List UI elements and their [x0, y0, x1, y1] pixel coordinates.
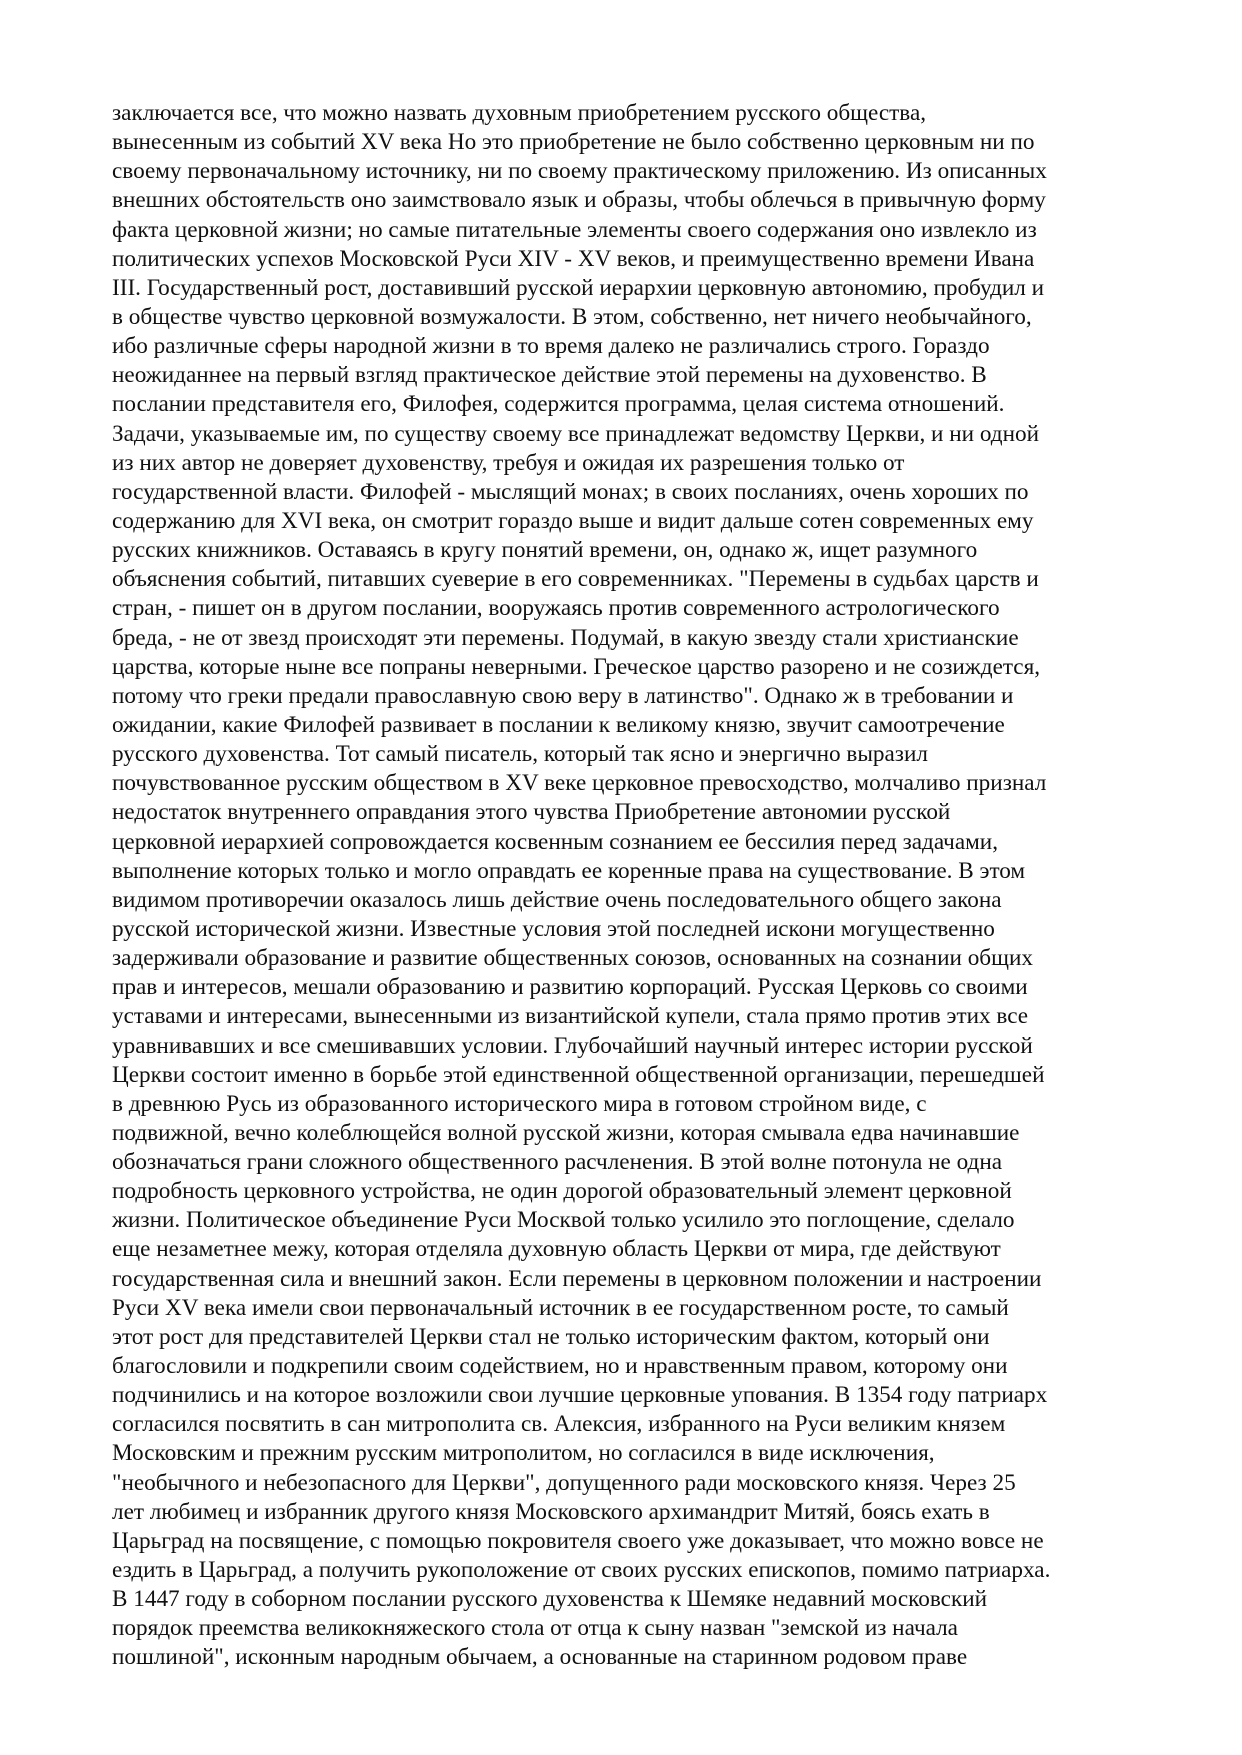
text-line: из них автор не доверяет духовенству, требуя и ожидая их разрешения только от — [112, 449, 905, 476]
text-line: уравнивавших и все смешивавших условии. Глубочайший научный интерес истории русской — [112, 1032, 1033, 1059]
text-line: ибо различные сферы народной жизни в то время далеко не различались строго. Гораздо — [112, 333, 990, 360]
text-line: Задачи, указываемые им, по существу своему все принадлежат ведомству Церкви, и ни одной — [112, 420, 1039, 447]
text-line: подчинились и на которое возложили свои лучшие церковные упования. В 1354 году патриарх — [112, 1382, 1048, 1409]
text-line: "необычного и небезопасного для Церкви", допущенного ради московского князя. Через 25 — [112, 1469, 1016, 1496]
text-line: порядок преемства великокняжеского стола от отца к сыну назван "земской из начала — [112, 1615, 958, 1642]
text-line: жизни. Политическое объединение Руси Москвой только усилило это поглощение, сделало — [112, 1207, 1015, 1234]
text-line: Царьград на посвящение, с помощью покровителя своего уже доказывает, что можно вовсе не — [112, 1527, 1044, 1554]
text-line: русских книжников. Оставаясь в кругу понятий времени, он, однако ж, ищет разумного — [112, 537, 978, 564]
text-line: задерживали образование и развитие общественных союзов, основанных на сознании общих — [112, 945, 1033, 972]
text-line: ожидании, какие Филофей развивает в послании к великому князю, звучит самоотречение — [112, 711, 1005, 738]
text-line: бреда, - не от звезд происходят эти перемены. Подумай, в какую звезду стали христианские — [112, 624, 1019, 651]
text-line: подробность церковного устройства, не один дорогой образовательный элемент церковной — [112, 1178, 1012, 1205]
text-line: факта церковной жизни; но самые питательные элементы своего содержания оно извлекло из — [112, 216, 1037, 243]
text-line: стран, - пишет он в другом послании, вооружаясь против современного астрологического — [112, 595, 1000, 622]
text-line: недостаток внутреннего оправдания этого чувства Приобретение автономии русской — [112, 799, 951, 826]
text-line: содержанию для XVI века, он смотрит гораздо выше и видит дальше сотен современных ему — [112, 507, 1034, 534]
text-line: государственная сила и внешний закон. Если перемены в церковном положении и настроении — [112, 1265, 1042, 1292]
text-line: Церкви состоит именно в борьбе этой единственной общественной организации, перешедшей — [112, 1061, 1045, 1088]
text-line: обозначаться грани сложного общественного расчленения. В этой волне потонула не одна — [112, 1149, 1003, 1176]
text-line: русской исторической жизни. Известные условия этой последней искони могущественно — [112, 915, 995, 942]
text-line: выполнение которых только и могло оправдать ее коренные права на существование. В этом — [112, 857, 1026, 884]
text-line: неожиданнее на первый взгляд практическое действие этой перемены на духовенство. В — [112, 362, 987, 389]
text-line: заключается все, что можно назвать духовным приобретением русского общества, — [112, 100, 927, 126]
text-line: ездить в Царьград, а получить рукоположение от своих русских епископов, помимо патриарха. — [112, 1557, 1051, 1584]
text-line: Руси XV века имели свои первоначальный источник в ее государственном росте, то самый — [112, 1294, 1009, 1321]
text-line: этот рост для представителей Церкви стал не только историческим фактом, который они — [112, 1323, 990, 1350]
body-text — [112, 99, 1172, 1673]
text-line: лет любимец и избранник другого князя Московского архимандрит Митяй, боясь ехать в — [112, 1498, 990, 1525]
text-line: политических успехов Московской Руси XIV - XV веков, и преимущественно времени Ивана — [112, 245, 1035, 272]
text-line: своему первоначальному источнику, ни по своему практическому приложению. Из описанных — [112, 158, 1047, 185]
text-line: видимом противоречии оказалось лишь действие очень последовательного общего закона — [112, 886, 1002, 913]
text-line: III. Государственный рост, доставивший русской иерархии церковную автономию, пробудил и — [112, 274, 1045, 301]
text-line: еще незаметнее межу, которая отделяла духовную область Церкви от мира, где действуют — [112, 1236, 1001, 1263]
text-line: В 1447 году в соборном послании русского духовенства к Шемяке недавний московский — [112, 1586, 988, 1613]
text-line: в обществе чувство церковной возмужалости. В этом, собственно, нет ничего необычайного, — [112, 303, 1032, 330]
text-line: в древнюю Русь из образованного исторического мира в готовом стройном виде, с — [112, 1090, 927, 1117]
text-line: государственной власти. Филофей - мыслящий монах; в своих посланиях, очень хороших по — [112, 478, 1029, 505]
text-line: вынесенным из событий XV века Но это приобретение не было собственно церковным ни по — [112, 129, 1035, 156]
text-line: уставами и интересами, вынесенными из византийской купели, стала прямо против этих все — [112, 1003, 1029, 1030]
text-line: почувствованное русским обществом в XV веке церковное превосходство, молчаливо признал — [112, 770, 1047, 797]
text-line: внешних обстоятельств оно заимствовало язык и образы, чтобы облечься в привычную форму — [112, 187, 1046, 214]
text-line: русского духовенства. Тот самый писатель, который так ясно и энергично выразил — [112, 741, 928, 768]
text-line: объяснения событий, питавших суеверие в его современниках. "Перемены в судьбах царств и — [112, 566, 1039, 593]
text-line: послании представителя его, Филофея, содержится программа, целая система отношений. — [112, 391, 1005, 418]
text-line: подвижной, вечно колеблющейся волной русской жизни, которая смывала едва начинавшие — [112, 1119, 1020, 1146]
text-line: царства, которые ныне все попраны неверными. Греческое царство разорено и не созиждется, — [112, 653, 1041, 680]
text-line: благословили и подкрепили своим содействием, но и нравственным правом, которому они — [112, 1353, 1008, 1380]
text-line: потому что греки предали православную свою веру в латинство". Однако ж в требовании и — [112, 682, 1014, 709]
text-line: церковной иерархией сопровождается косвенным сознанием ее бессилия перед задачами, — [112, 828, 999, 855]
text-line: пошлиной", исконным народным обычаем, а основанные на старинном родовом праве — [112, 1644, 968, 1671]
text-line: согласился посвятить в сан митрополита св. Алексия, избранного на Руси великим князем — [112, 1411, 1006, 1438]
text-line: Московским и прежним русским митрополитом, но согласился в виде исключения, — [112, 1440, 935, 1467]
text-line: прав и интересов, мешали образованию и развитию корпораций. Русская Церковь со своими — [112, 974, 1028, 1001]
